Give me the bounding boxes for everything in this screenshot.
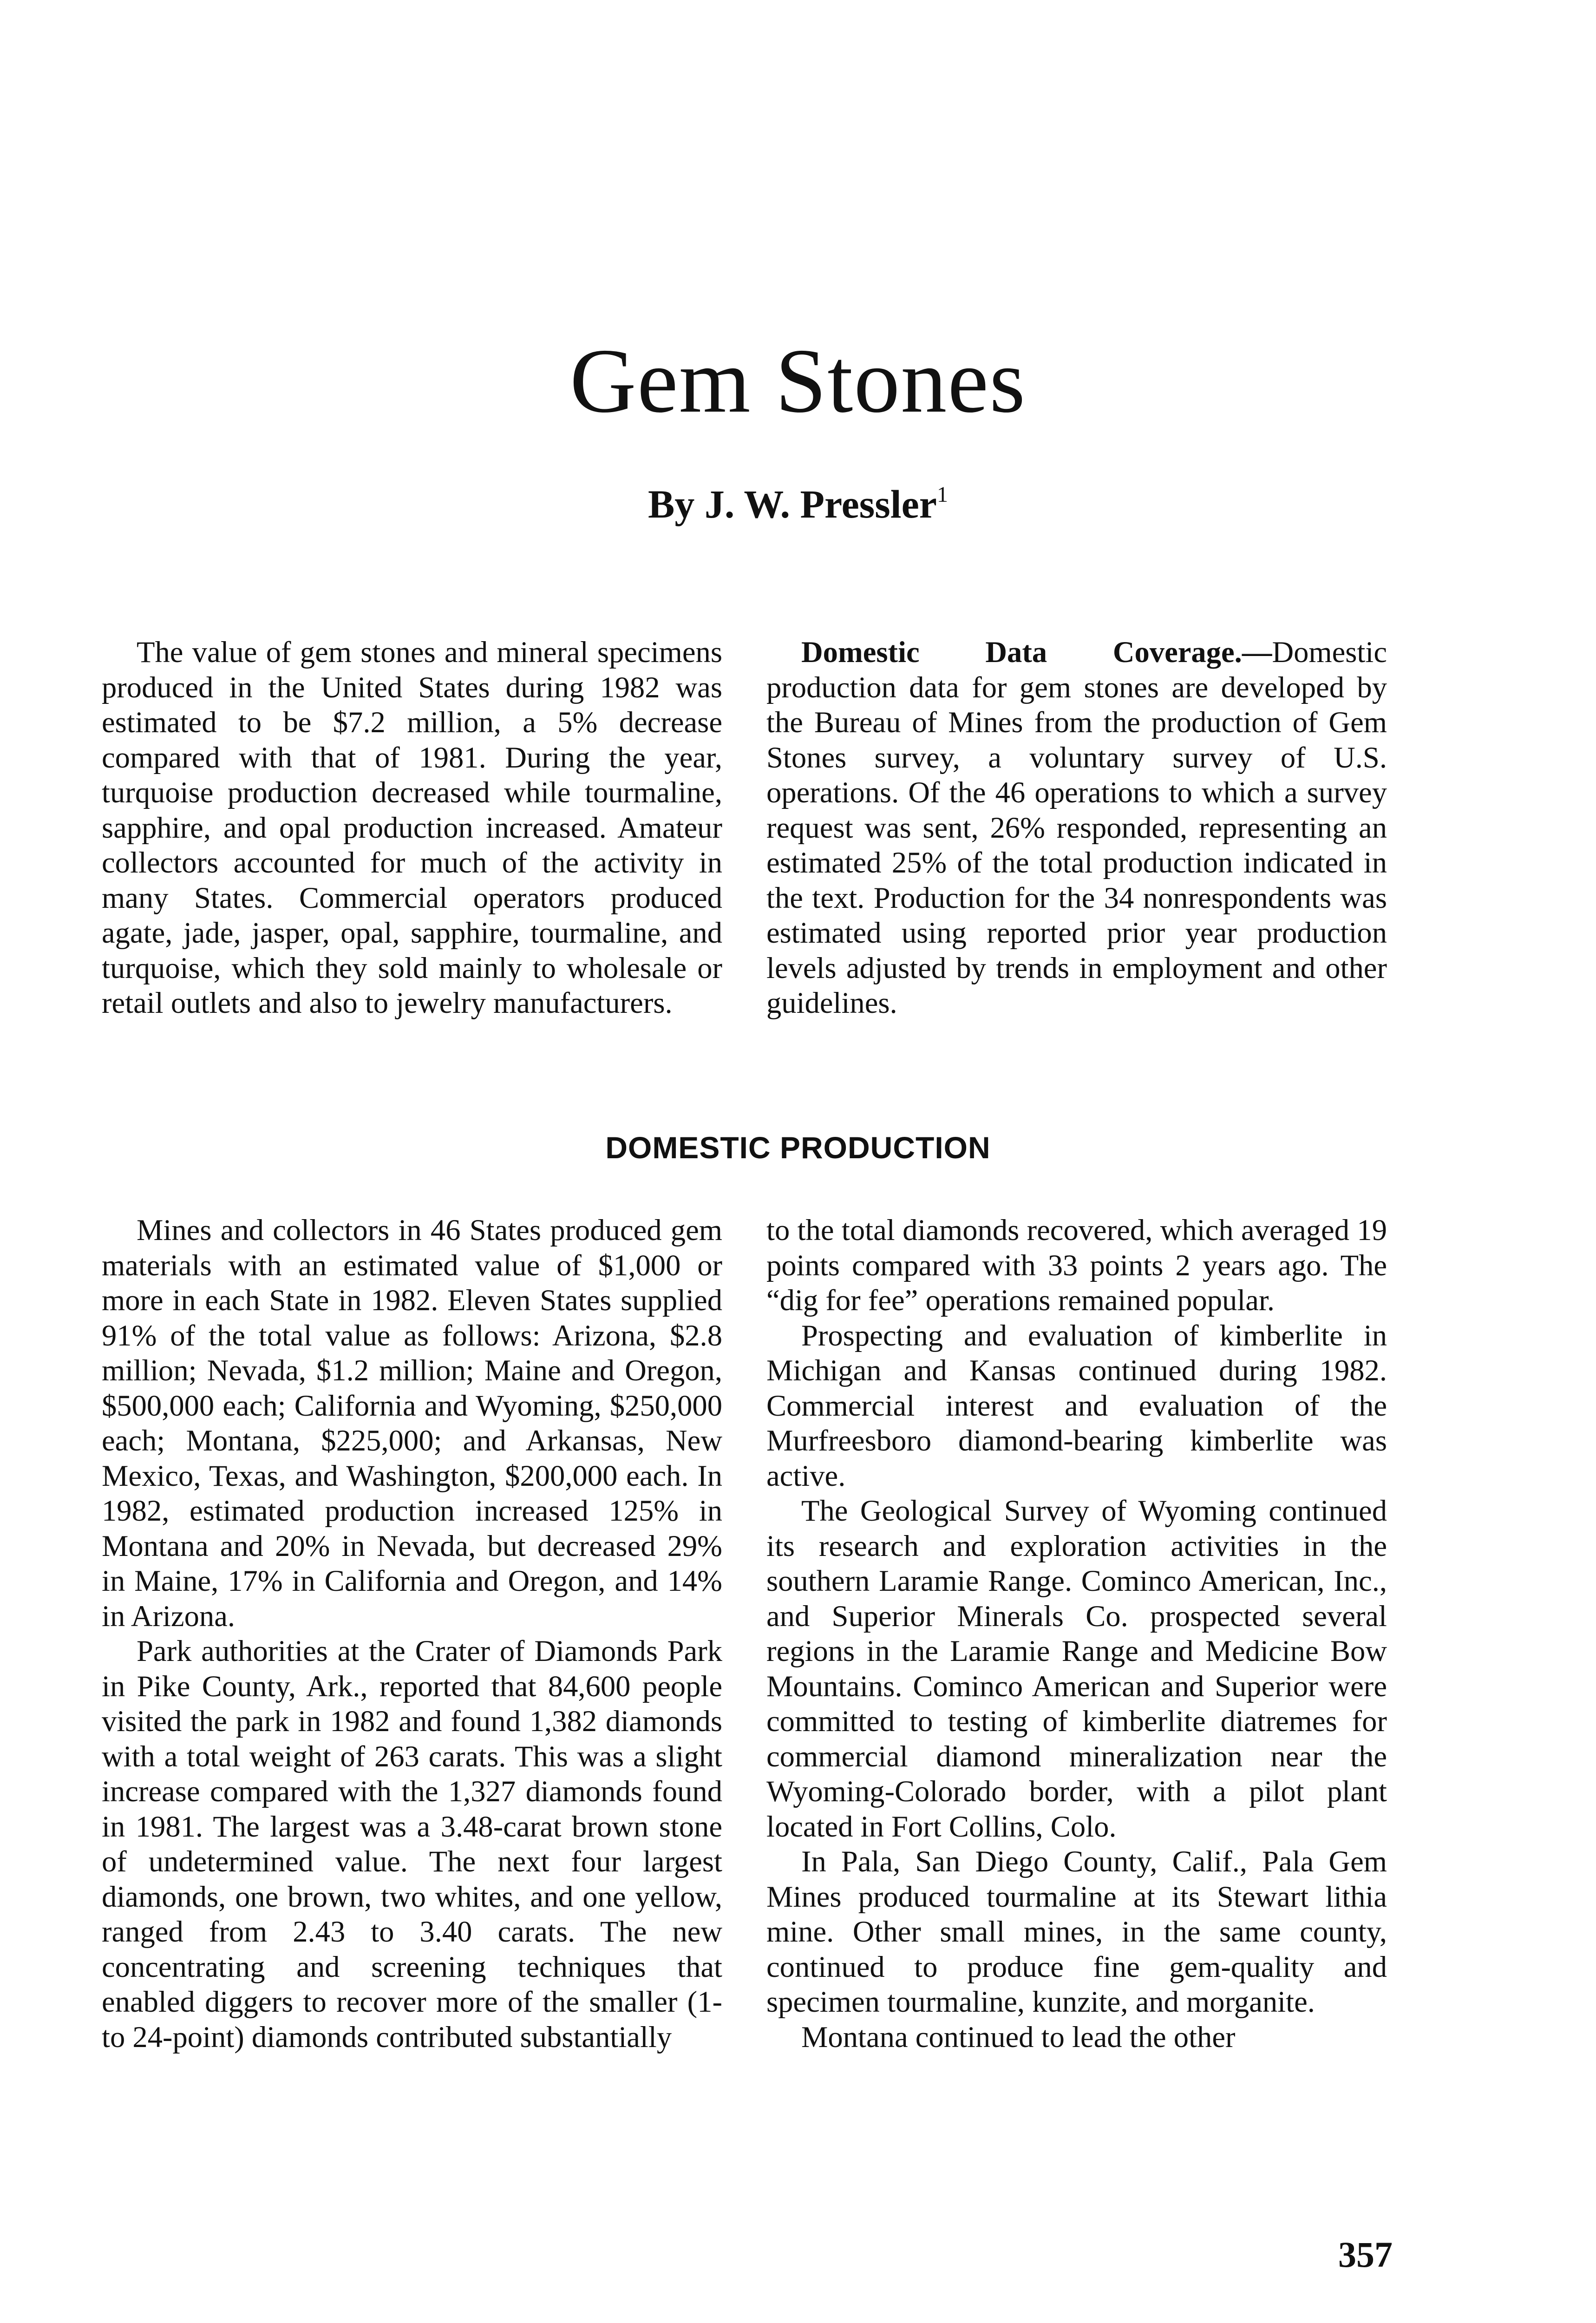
body-paragraph: Prospecting and evaluation of kimberlite in Michigan and Kansas continued during 1982. Commercial interest and evaluation of the Murfreesboro diamond-bearing kimberlite was active. (766, 1318, 1387, 1492)
intro-left-column (102, 635, 722, 1021)
body-paragraph: Park authorities at the Crater of Diamonds Park in Pike County, Ark., reported that 84,600 people visited the park in 1982 and found 1,382 diamonds with a total weight of 263 carats. This was a slight increase compared with the 1,327 diamonds found in 1981. The largest was a 3.48-carat brown stone of undetermined value. The next four largest diamonds, one brown, two whites, and one yellow, ranged from 2.43 to 3.40 carats. The new concentrating and screening techniques that enabled diggers to recover more of the smaller (1- to 24-point) diamonds contributed substantially (102, 1634, 722, 2054)
intro-paragraph: The value of gem stones and mineral specimens produced in the United States during 1982 was estimated to be $7.2 million, a 5% decrease compared with that of 1981. During the year, turquoise production decreased while tourmaline, sapphire, and opal production increased. Amateur collectors accounted for much of the activity in many States. Commercial operators produced agate, jade, jasper, opal, sapphire, tourmaline, and turquoise, which they sold mainly to wholesale or retail outlets and also to jewelry manufacturers. (102, 635, 722, 1019)
page-number: 357 (1338, 2234, 1393, 2275)
body-paragraph: In Pala, San Diego County, Calif., Pala Gem Mines produced tourmaline at its Stewart lithia mine. Other small mines, in the same county, continued to produce fine gem-quality and specimen tourmaline, kunzite, and morganite. (766, 1844, 1387, 2018)
data-coverage-paragraph (766, 635, 1387, 1021)
section-heading: DOMESTIC PRODUCTION (605, 1130, 991, 1165)
data-coverage-text: Domestic production data for gem stones are developed by the Bureau of Mines from the production of Gem Stones survey, a voluntary survey of U.S. operations. Of the 46 operations to which a survey request was sent, 26% responded, representing an estimated 25% of the total production indicated in the text. Production for the 34 nonrespondents was estimated using reported prior year production levels adjusted by trends in employment and other guidelines. (766, 635, 1387, 1019)
footnote-marker: 1 (936, 482, 948, 507)
body-paragraph: The Geological Survey of Wyoming continued its research and exploration activities in the southern Laramie Range. Cominco American, Inc., and Superior Minerals Co. prospected several regions in the Laramie Range and Medicine Bow Mountains. Cominco American and Superior were committed to testing of kimberlite diatremes for commercial diamond mineralization near the Wyoming-Colorado border, with a pilot plant located in Fort Collins, Colo. (766, 1494, 1387, 1843)
author-byline (0, 479, 1596, 530)
intro-right-column (766, 635, 1387, 1021)
body-paragraph: Montana continued to lead the other (801, 2020, 1236, 2054)
author-name: By J. W. Pressler (648, 482, 937, 526)
production-right-column (766, 1213, 1387, 2054)
body-paragraph: Mines and collectors in 46 States produced gem materials with an estimated value of $1,000 or more in each State in 1982. Eleven States supplied 91% of the total value as follows: Arizona, $2.8 million; Nevada, $1.2 million; Maine and Oregon, $500,000 each; California and Wyoming, $250,000 each; Montana, $225,000; and Arkansas, New Mexico, Texas, and Washington, $200,000 each. In 1982, estimated production increased 125% in Montana and 20% in Nevada, but decreased 29% in Maine, 17% in California and Oregon, and 14% in Arizona. (102, 1213, 722, 1633)
body-paragraph-continued: to the total diamonds recovered, which averaged 19 points compared with 33 points 2 years ago. The “dig for fee” operations remained popular. (766, 1213, 1387, 1317)
production-left-column (102, 1213, 722, 2054)
page-title: Gem Stones (569, 330, 1027, 432)
data-coverage-heading: Domestic Data Coverage.— (801, 635, 1272, 669)
